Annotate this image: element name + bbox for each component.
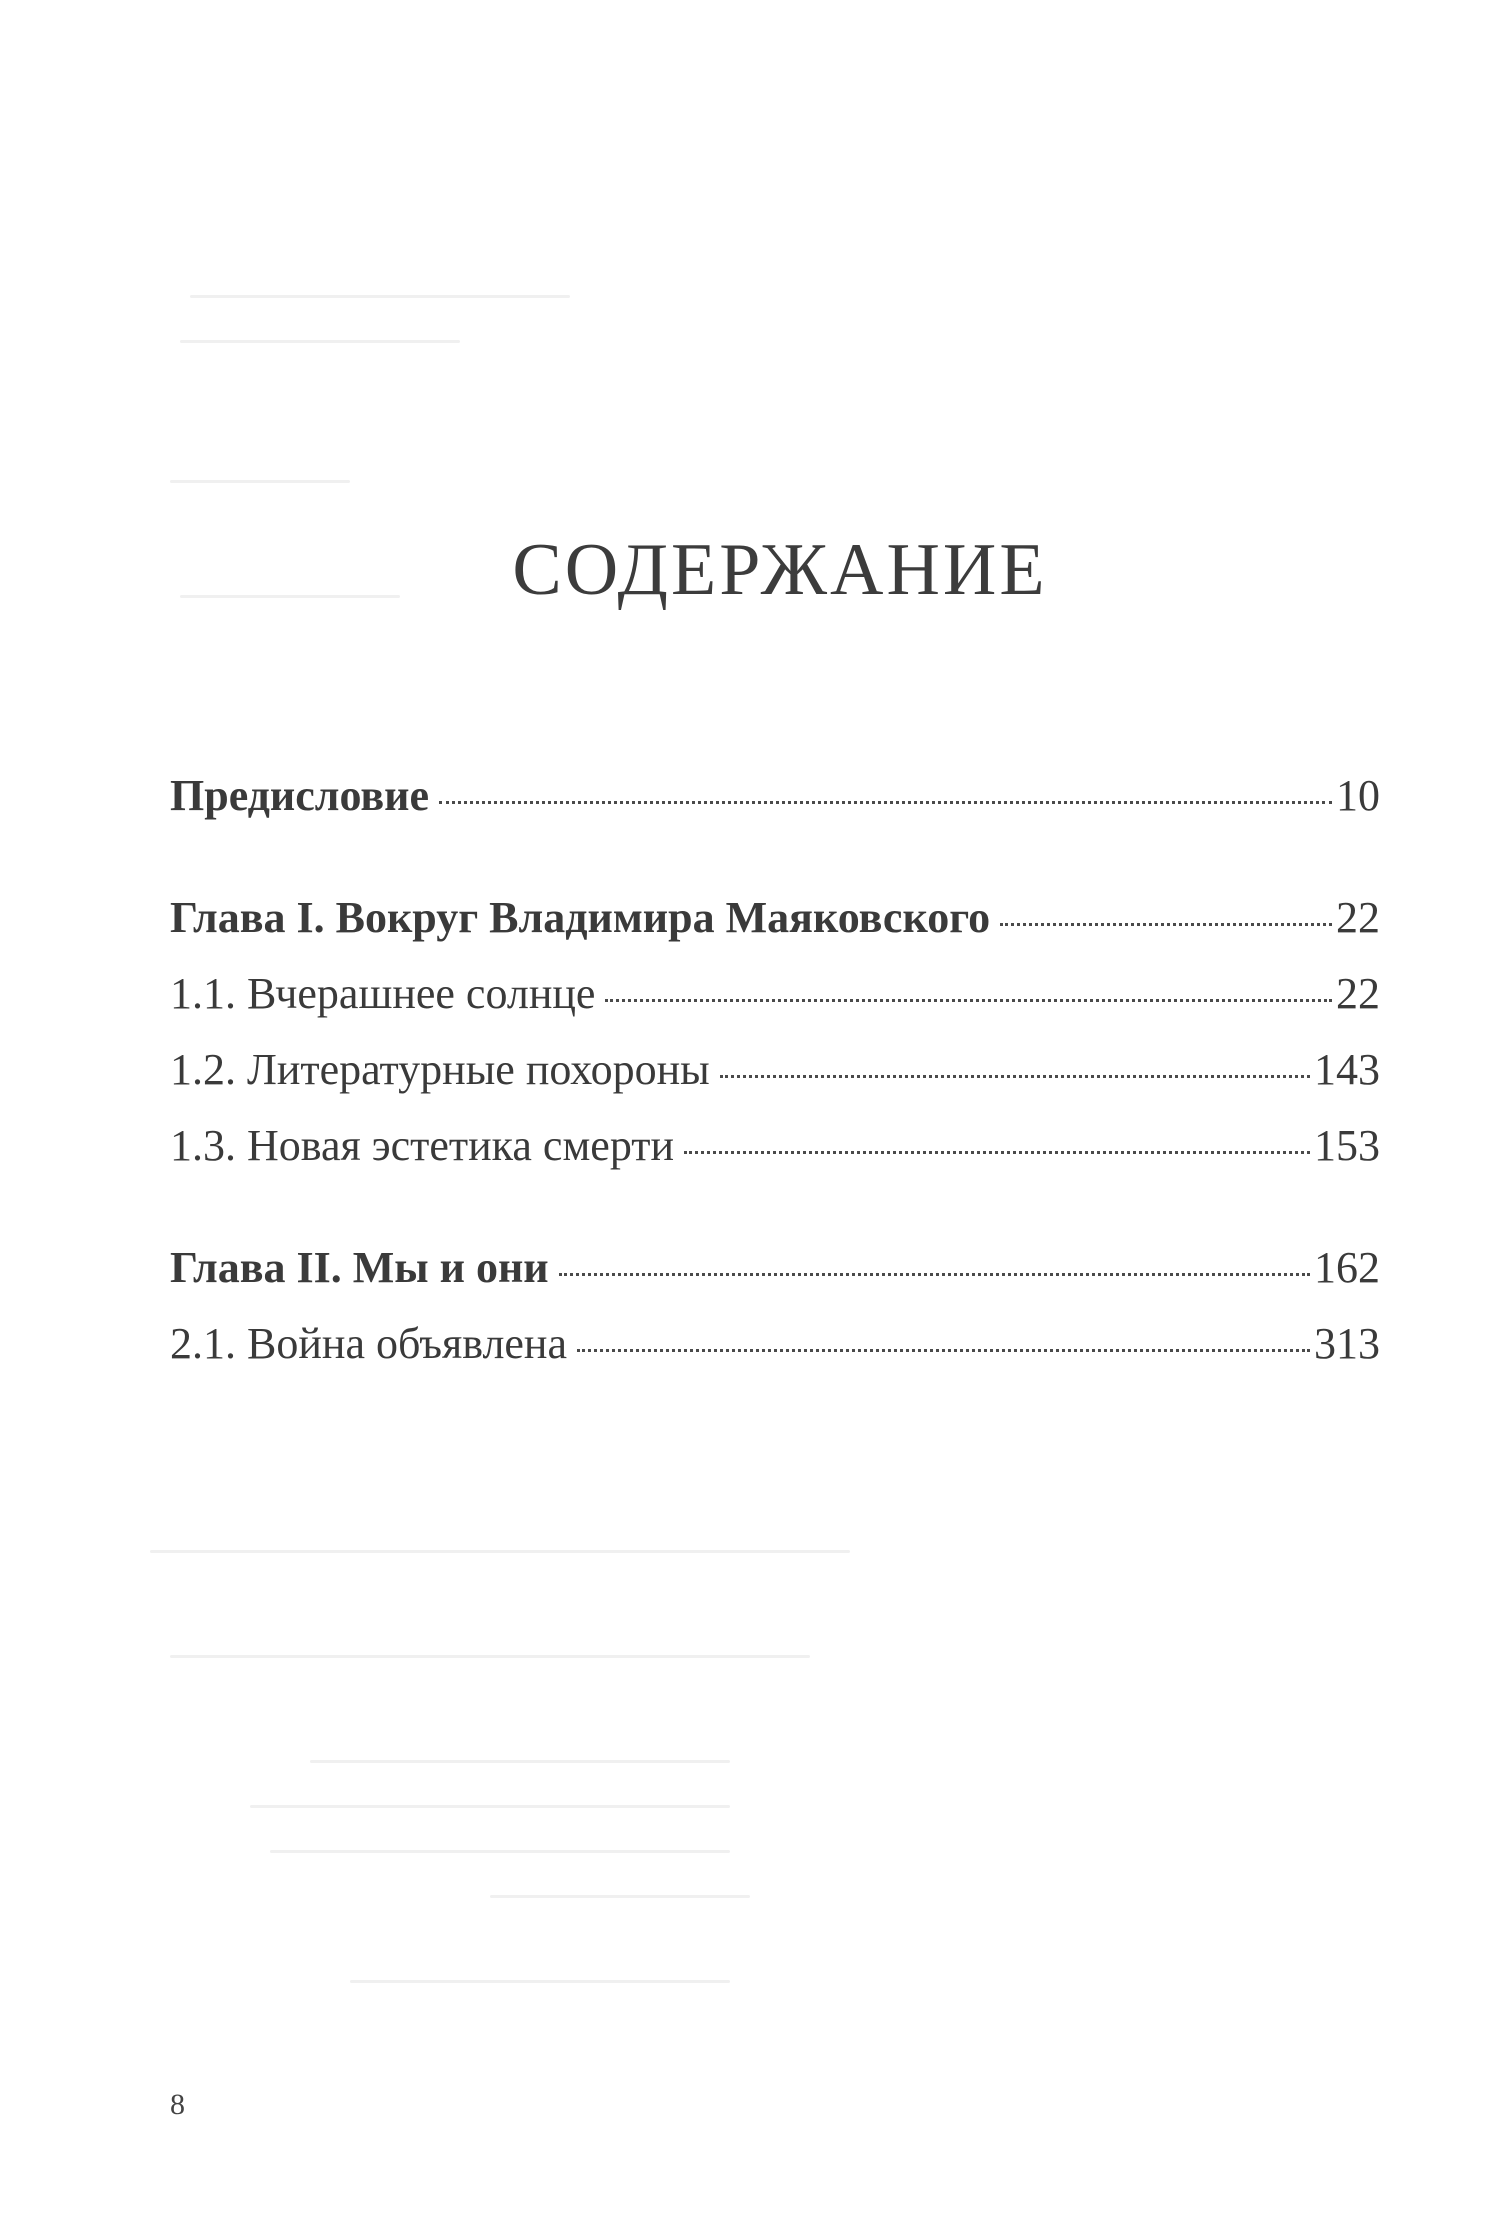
toc-entry-section-1-1[interactable] <box>170 968 1380 1020</box>
toc-entry-label: Предисловие <box>170 771 430 820</box>
show-through-line <box>310 1760 730 1763</box>
toc-entry-page: 22 <box>1336 893 1380 942</box>
toc-entry-section-1-2[interactable] <box>170 1044 1380 1096</box>
show-through-line <box>170 480 350 483</box>
toc-entry-section-2-1[interactable] <box>170 1318 1380 1370</box>
dot-leader <box>605 999 1332 1002</box>
show-through-line <box>350 1980 730 1983</box>
toc-entry-label: 1.1. Вчерашнее солнце <box>170 969 596 1018</box>
toc-entry-page: 22 <box>1336 969 1380 1018</box>
toc-entry-page: 10 <box>1336 771 1380 820</box>
toc-entry-label: Глава I. Вокруг Владимира Маяковского <box>170 893 991 942</box>
toc-entry-label: 1.3. Новая эстетика смерти <box>170 1121 675 1170</box>
toc-entry-label: Глава II. Мы и они <box>170 1243 549 1292</box>
toc-entry-label: 1.2. Литературные похороны <box>170 1045 710 1094</box>
toc-title: СОДЕРЖАНИЕ <box>512 529 1048 611</box>
show-through-line <box>190 295 570 298</box>
toc-entry-page: 153 <box>1314 1121 1380 1170</box>
toc-entry-page: 162 <box>1314 1243 1380 1292</box>
show-through-line <box>250 1805 730 1808</box>
toc-entry-page: 313 <box>1314 1319 1380 1368</box>
toc-entry-page: 143 <box>1314 1045 1380 1094</box>
page-number: 8 <box>170 2088 185 2121</box>
toc-entry-chapter-2[interactable] <box>170 1242 1380 1294</box>
dot-leader <box>439 801 1332 804</box>
dot-leader <box>684 1151 1310 1154</box>
toc-entry-label: 2.1. Война объявлена <box>170 1319 568 1368</box>
dot-leader <box>720 1075 1310 1078</box>
dot-leader <box>577 1349 1310 1352</box>
toc-entry-preface[interactable] <box>170 770 1380 822</box>
table-of-contents <box>170 770 1380 1370</box>
show-through-line <box>150 1550 850 1553</box>
show-through-line <box>270 1850 730 1853</box>
toc-entry-section-1-3[interactable] <box>170 1120 1380 1172</box>
dot-leader <box>1000 923 1332 926</box>
show-through-line <box>490 1895 750 1898</box>
show-through-line <box>170 1655 810 1658</box>
show-through-line <box>180 340 460 343</box>
toc-entry-chapter-1[interactable] <box>170 892 1380 944</box>
dot-leader <box>559 1273 1310 1276</box>
